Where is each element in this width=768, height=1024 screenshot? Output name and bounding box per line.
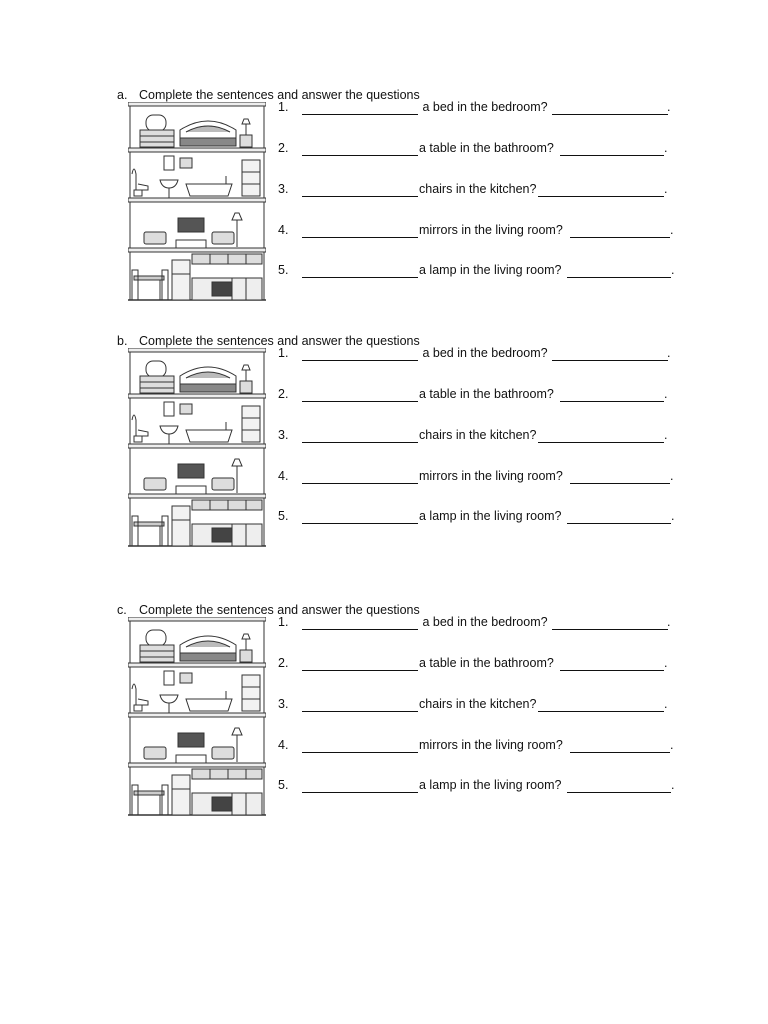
answer-blank-start[interactable] [302,483,418,484]
sentence-period: . [670,469,674,483]
answer-blank-start[interactable] [302,401,418,402]
question-number: 2. [278,656,289,670]
answer-blank-start[interactable] [302,237,418,238]
sentence-period: . [670,223,674,237]
sentence-period: . [664,182,668,196]
question-text: a table in the bathroom? [419,387,554,401]
answer-blank-end[interactable] [552,114,668,115]
answer-blank-end[interactable] [538,711,664,712]
question-text: mirrors in the living room? [419,223,563,237]
house-illustration [128,102,266,302]
answer-blank-start[interactable] [302,629,418,630]
question-text: a table in the bathroom? [419,656,554,670]
answer-blank-start[interactable] [302,442,418,443]
question-number: 2. [278,387,289,401]
sentence-period: . [671,263,675,277]
answer-blank-start[interactable] [302,792,418,793]
question-text: mirrors in the living room? [419,469,563,483]
answer-blank-start[interactable] [302,523,418,524]
sentence-period: . [664,428,668,442]
question-number: 4. [278,223,289,237]
question-text: a table in the bathroom? [419,141,554,155]
question-number: 5. [278,509,289,523]
sentence-period: . [664,387,668,401]
sentence-period: . [671,509,675,523]
answer-blank-start[interactable] [302,196,418,197]
question-number: 3. [278,428,289,442]
answer-blank-end[interactable] [570,752,670,753]
answer-blank-end[interactable] [538,442,664,443]
question-number: 5. [278,778,289,792]
answer-blank-start[interactable] [302,155,418,156]
question-text: a lamp in the living room? [419,263,562,277]
answer-blank-end[interactable] [560,155,664,156]
section-instructions: Complete the sentences and answer the questions [139,88,420,102]
answer-blank-start[interactable] [302,752,418,753]
answer-blank-end[interactable] [567,792,671,793]
question-number: 4. [278,469,289,483]
question-text: a lamp in the living room? [419,778,562,792]
sentence-period: . [667,100,671,114]
question-text: a lamp in the living room? [419,509,562,523]
answer-blank-start[interactable] [302,277,418,278]
question-text: a bed in the bedroom? [419,346,548,360]
answer-blank-end[interactable] [552,629,668,630]
sentence-period: . [667,615,671,629]
section-letter: c. [117,603,127,617]
section-heading [117,603,420,617]
section-instructions: Complete the sentences and answer the questions [139,603,420,617]
question-number: 2. [278,141,289,155]
sentence-period: . [664,656,668,670]
answer-blank-end[interactable] [560,401,664,402]
house-illustration [128,617,266,817]
answer-blank-start[interactable] [302,114,418,115]
answer-blank-end[interactable] [570,237,670,238]
section-letter: b. [117,334,128,348]
section-letter: a. [117,88,128,102]
answer-blank-end[interactable] [567,277,671,278]
answer-blank-start[interactable] [302,670,418,671]
question-text: chairs in the kitchen? [419,182,537,196]
question-text: chairs in the kitchen? [419,697,537,711]
sentence-period: . [670,738,674,752]
question-number: 4. [278,738,289,752]
sentence-period: . [667,346,671,360]
section-instructions: Complete the sentences and answer the questions [139,334,420,348]
sentence-period: . [664,141,668,155]
answer-blank-end[interactable] [567,523,671,524]
sentence-period: . [671,778,675,792]
answer-blank-start[interactable] [302,360,418,361]
answer-blank-end[interactable] [570,483,670,484]
section-heading [117,334,420,348]
answer-blank-end[interactable] [552,360,668,361]
question-text: a bed in the bedroom? [419,615,548,629]
house-illustration [128,348,266,548]
question-number: 1. [278,615,289,629]
answer-blank-start[interactable] [302,711,418,712]
sentence-period: . [664,697,668,711]
question-number: 3. [278,182,289,196]
answer-blank-end[interactable] [538,196,664,197]
question-text: mirrors in the living room? [419,738,563,752]
answer-blank-end[interactable] [560,670,664,671]
question-text: chairs in the kitchen? [419,428,537,442]
question-text: a bed in the bedroom? [419,100,548,114]
question-number: 5. [278,263,289,277]
question-number: 1. [278,346,289,360]
question-number: 1. [278,100,289,114]
question-number: 3. [278,697,289,711]
section-heading [117,88,420,102]
